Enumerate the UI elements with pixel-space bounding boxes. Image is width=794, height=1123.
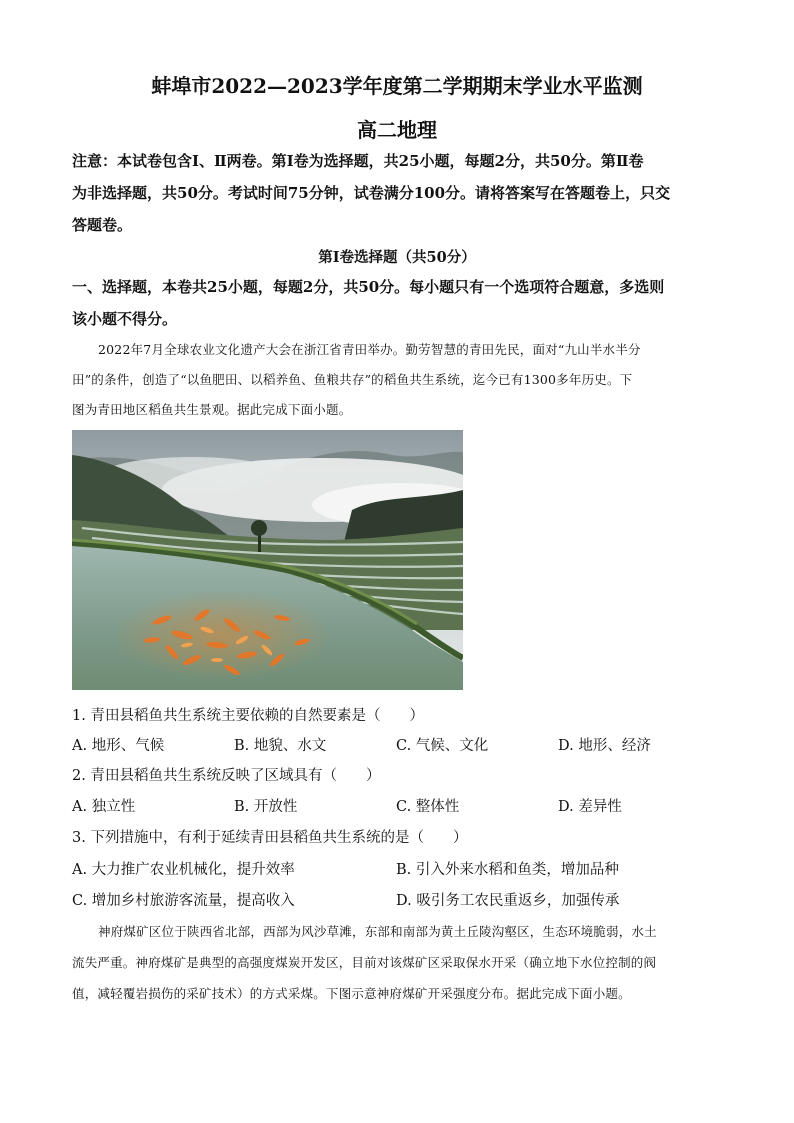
exam-title: 蚌埠市2022—2023学年度第二学期期末学业水平监测 bbox=[151, 74, 643, 98]
section-intro-line-1: 一、选择题，本卷共25小题，每题2分，共50分。每小题只有一个选项符合题意，多选则 bbox=[72, 278, 665, 296]
notice-line-2: 为非选择题，共50分。考试时间75分钟，试卷满分100分。请将答案写在答题卷上，只交 bbox=[72, 184, 671, 202]
question-1-stem: 1. 青田县稻鱼共生系统主要依赖的自然要素是（ ） bbox=[72, 708, 424, 724]
question-1-option-c: C. 气候、文化 bbox=[396, 738, 489, 754]
question-2-option-d: D. 差异性 bbox=[558, 799, 622, 815]
notice-line-3: 答题卷。 bbox=[72, 216, 133, 234]
passage2-line-1: 神府煤矿区位于陕西省北部，西部为风沙草滩，东部和南部为黄土丘陵沟壑区，生态环境脆弱，水土 bbox=[98, 924, 657, 939]
question-3-option-b: B. 引入外来水稻和鱼类，增加品种 bbox=[396, 862, 619, 878]
question-2-option-c: C. 整体性 bbox=[396, 799, 460, 815]
question-1-option-b: B. 地貌、水文 bbox=[234, 738, 327, 754]
passage1-line-3: 图为青田地区稻鱼共生景观。据此完成下面小题。 bbox=[72, 402, 352, 417]
passage2-line-2: 流失严重。神府煤矿是典型的高强度煤炭开发区，目前对该煤矿区采取保水开采（确立地下水位控制的阀 bbox=[72, 955, 657, 970]
notice-line-1: 注意：本试卷包含Ⅰ、Ⅱ两卷。第Ⅰ卷为选择题，共25小题，每题2分，共50分。第Ⅱ卷 bbox=[72, 152, 644, 170]
section-title: 第Ⅰ卷选择题（共50分） bbox=[318, 249, 476, 266]
question-2-option-b: B. 开放性 bbox=[234, 799, 298, 815]
question-2-stem: 2. 青田县稻鱼共生系统反映了区域具有（ ） bbox=[72, 768, 381, 784]
passage2-line-3: 值，减轻覆岩损伤的采矿技术）的方式采煤。下图示意神府煤矿开采强度分布。据此完成下面小题。 bbox=[72, 986, 631, 1001]
rice-fish-terrace-photo bbox=[72, 430, 463, 690]
question-3-option-a: A. 大力推广农业机械化，提升效率 bbox=[72, 862, 295, 878]
question-2-option-a: A. 独立性 bbox=[72, 799, 136, 815]
passage1-line-2: 田”的条件，创造了“以鱼肥田、以稻养鱼、鱼粮共存”的稻鱼共生系统，迄今已有1300多年历史。下 bbox=[72, 372, 633, 387]
passage1-line-1: 2022年7月全球农业文化遗产大会在浙江省青田举办。勤劳智慧的青田先民，面对“九山半水半分 bbox=[98, 342, 641, 357]
section-intro-line-2: 该小题不得分。 bbox=[72, 310, 178, 328]
question-3-stem: 3. 下列措施中，有利于延续青田县稻鱼共生系统的是（ ） bbox=[72, 830, 468, 846]
subject-title: 高二地理 bbox=[357, 118, 437, 142]
question-1-option-a: A. 地形、气候 bbox=[72, 738, 165, 754]
question-3-option-d: D. 吸引务工农民重返乡，加强传承 bbox=[396, 893, 620, 909]
question-1-option-d: D. 地形、经济 bbox=[558, 738, 651, 754]
question-3-option-c: C. 增加乡村旅游客流量，提高收入 bbox=[72, 893, 295, 909]
